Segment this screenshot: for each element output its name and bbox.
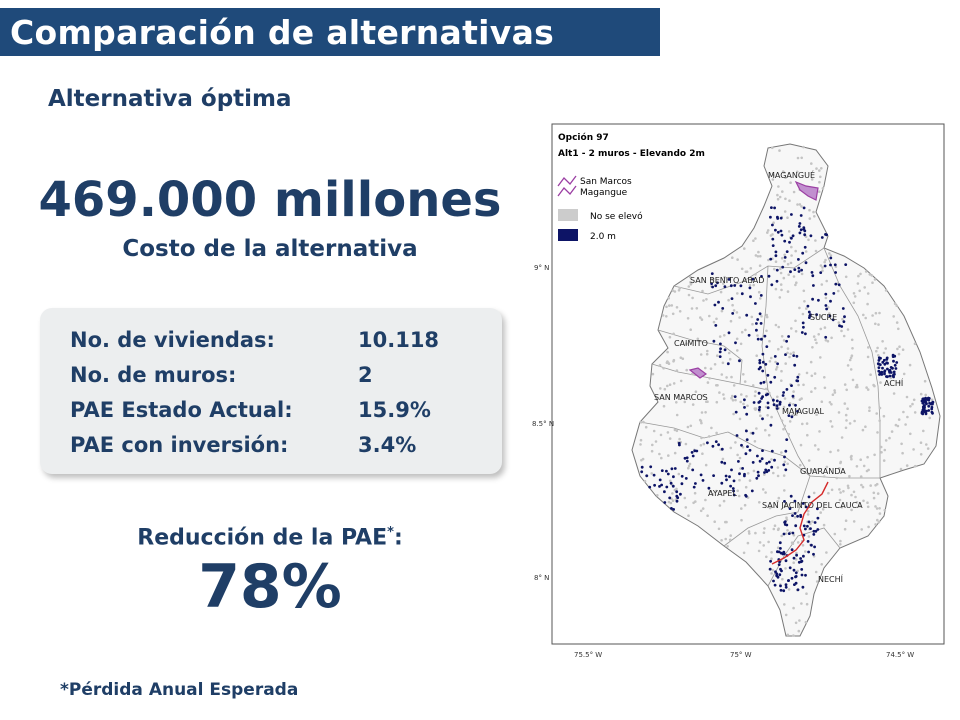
legend-swatch [558,209,578,221]
stat-value: 10.118 [358,328,440,352]
place-label: MAJAGUAL [782,407,824,416]
place-label: SAN JACINTO DEL CAUCA [762,501,863,510]
stat-label: No. de muros: [70,363,237,387]
place-label: SAN BENITO ABAD [690,276,765,285]
stat-row-muros [70,363,373,387]
reduction-value: 78% [198,552,342,622]
place-label: MAGANGUÉ [768,171,815,180]
footnote [60,680,298,700]
stats-panel [40,308,502,474]
legend-label: San Marcos [580,177,632,187]
legend-label: No se elevó [590,212,643,222]
cost-value: 469.000 millones [38,172,502,228]
reduction-label: Reducción de la PAE*: [137,525,403,551]
flood-map [528,116,948,660]
legend-label: Magangue [580,188,628,198]
footnote-text: Pérdida Anual Esperada [68,680,299,700]
stat-label: PAE con inversión: [70,433,289,457]
lat-label: 8° N [534,574,550,582]
place-label: GUARANDA [800,467,846,476]
stat-row-pae-inversion [70,433,416,457]
subtitle: Alternativa óptima [48,86,292,112]
lon-label: 75.5° W [574,651,603,659]
place-label: SAN MARCOS [654,393,708,402]
cost-label: Costo de la alternativa [122,236,418,262]
stat-value: 15.9% [358,398,431,422]
lat-label: 8.5° N [532,420,555,428]
page-title: Comparación de alternativas [0,8,660,56]
stat-label: PAE Estado Actual: [70,398,293,422]
stat-label: No. de viviendas: [70,328,275,352]
stat-value: 3.4% [358,433,417,457]
place-label: NECHÍ [818,575,843,584]
stat-row-viviendas [70,328,439,352]
lon-label: 74.5° W [886,651,915,659]
lon-label: 75° W [730,651,752,659]
place-label: CAIMITO [674,339,708,348]
place-label: AYAPEL [708,489,737,498]
stat-value: 2 [358,363,373,387]
place-label: SUCRE [810,313,838,322]
place-label: ACHÍ [884,379,904,388]
asterisk-mark: * [60,680,69,700]
map-title: Opción 97 [558,133,609,143]
stat-row-pae-actual [70,398,431,422]
legend-swatch [558,229,578,241]
map-subtitle: Alt1 - 2 muros - Elevando 2m [558,149,705,159]
legend-label: 2.0 m [590,232,616,242]
lat-label: 9° N [534,264,550,272]
